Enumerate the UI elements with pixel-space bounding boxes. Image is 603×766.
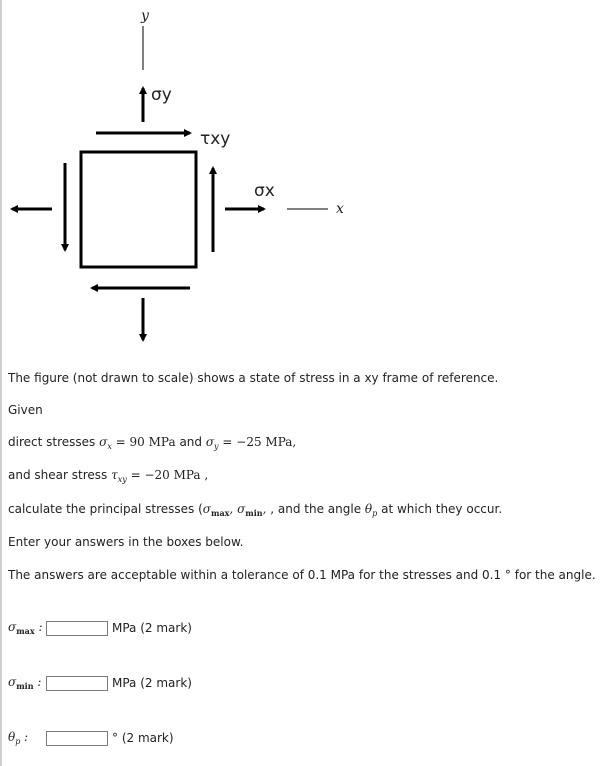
equals-sign: =	[222, 435, 233, 449]
sigma-max-unit: MPa (2 mark)	[112, 621, 192, 635]
theta-p-label: $\theta_p$ :	[8, 730, 29, 746]
sigma-max-symbol: $\sigma_{max}$,	[202, 502, 234, 518]
theta-p-symbol: $\theta_p$	[364, 502, 378, 518]
sigma-x-label: σx	[254, 181, 275, 201]
sigma-y-label: σy	[151, 85, 172, 105]
sigma-min-unit: MPa (2 mark)	[112, 676, 192, 690]
answer-row-sigma-max	[8, 619, 192, 637]
sigma-y-symbol: $\sigma_y$	[205, 435, 219, 451]
answer-row-sigma-min	[8, 674, 192, 692]
tau-xy-label: τxy	[200, 129, 231, 149]
answer-row-theta-p	[8, 729, 174, 747]
stress-element-square	[81, 152, 196, 267]
theta-p-input[interactable]	[46, 731, 108, 746]
sigma-x-value: 90 MPa	[129, 435, 176, 449]
intro-text: The figure (not drawn to scale) shows a state of stress in a xy frame of reference.	[8, 371, 499, 385]
sigma-min-input[interactable]	[46, 676, 108, 691]
sigma-min-symbol: $\sigma_{min}$,	[237, 502, 267, 518]
direct-prefix: direct stresses	[8, 435, 96, 449]
axis-y-label: y	[141, 8, 149, 24]
calc-prefix: calculate the principal stresses (	[8, 502, 203, 516]
sigma-y-value: −25 MPa,	[236, 435, 297, 449]
enter-instructions: Enter your answers in the boxes below.	[8, 535, 244, 549]
given-text: Given	[8, 403, 43, 417]
sigma-x-symbol: $\sigma_x$	[99, 435, 112, 451]
stress-element-diagram	[0, 0, 603, 360]
and-word: and	[179, 435, 203, 449]
direct-stresses-line	[8, 435, 296, 454]
sigma-max-input[interactable]	[46, 621, 108, 636]
theta-p-unit: ° (2 mark)	[112, 731, 174, 745]
calc-mid: , and the angle	[270, 502, 362, 516]
calc-suffix: at which they occur.	[381, 502, 503, 516]
tau-value: −20 MPa ,	[144, 468, 209, 482]
sigma-min-label: $\sigma_{min}$ :	[8, 675, 42, 691]
equals-sign: =	[130, 468, 141, 482]
sigma-max-label: $\sigma_{max}$ :	[8, 620, 43, 636]
calculate-line	[8, 502, 502, 521]
shear-stress-line	[8, 468, 208, 487]
tolerance-text: The answers are acceptable within a tolerance of 0.1 MPa for the stresses and 0.1 ° for the angle.	[8, 568, 596, 582]
tau-xy-symbol: $\tau_{xy}$	[111, 468, 127, 484]
shear-prefix: and shear stress	[8, 468, 108, 482]
equals-sign: =	[115, 435, 126, 449]
axis-x-label: x	[336, 201, 344, 217]
